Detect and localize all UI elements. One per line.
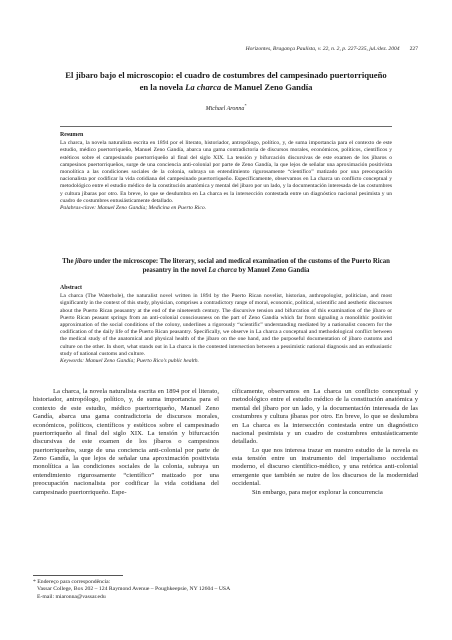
abstract-top-rule <box>60 126 392 127</box>
english-title-italic-2: La charca <box>208 266 237 274</box>
journal-citation: Horizontes, Bragança Paulista, v. 22, n. 2, p. 227-235, jul./dez. 2004 <box>245 46 400 52</box>
title-line-2-pre: en la novela <box>139 81 186 92</box>
abstract-english-keywords: Keywords: Manuel Zeno Gandía; Puerto Rico’s public health. <box>60 358 199 365</box>
english-title <box>60 258 392 275</box>
title-line-1: El jíbaro bajo el microscopio: el cuadro de costumbres del campesinado puertorriqueño <box>65 70 387 80</box>
page-number: 227 <box>409 46 418 52</box>
footnote-label: * Endereço para correspondência: <box>33 579 111 585</box>
footnote-rule <box>33 575 123 576</box>
abstract-english <box>60 285 392 365</box>
abstract-english-heading: Abstract <box>60 285 82 291</box>
english-title-pre: The <box>62 258 76 265</box>
body-column-left <box>33 388 219 497</box>
body-paragraph: La charca, la novela naturalista escrita en 1894 por el literato, historiador, antropólogo, político, y, de suma importancia para el contexto de este estudio, médico puertorriqueño, Manuel Zeno Gandía, abarca una gama contradictoria de discursos morales, económicos, políticos, científicos y estéticos sobre el campesinado puertorriqueño al final del siglo XIX. La tensión y bifurcación discursivas de este examen de los jíbaros o campesinos puertorriqueños, surge de una conciencia anti-colonial por parte de Zeno Gandía, la que lejos de señalar una aproximación positivista monolítica a las condiciones sociales de la colonia, subraya un entendimiento rigurosamente “científico” matizado por una preocupación nacionalista por codificar la vida cotidiana del campesinado puertorriqueño. Espe- <box>33 388 219 496</box>
title-line-2-post: de Manuel Zeno Gandía <box>221 81 313 92</box>
english-title-post: by Manuel Zeno Gandía <box>236 266 310 274</box>
body-column-right <box>232 388 418 497</box>
body-paragraph: cíficamente, observamos en La charca un conflicto conceptual y metodológico entre el estudio médico de la constitución anatómica y mental del jíbaro por un lado, y la documentación interesada de las costumbres y cultura jíbaras por otro. En breve, lo que se deslumbra en La charca es la intersección contestada entre un diagnóstico nacional pesimista y un cuadro de costumbres entusiásticamente detallado. <box>232 388 418 446</box>
footnote-email: E-mail: miaronna@vassar.edu <box>37 593 106 600</box>
body-paragraph: Lo que nos interesa trazar en nuestro estudio de la novela es esta tensión entre un instrumento del imperialismo occidental moderno, el discurso científico-médico, y una retórica anti-colonial emergente que también se nutre de los discursos de la modernidad occidental. <box>232 446 418 488</box>
abstract-spanish <box>60 132 392 212</box>
footnote-address: Vassar College, Box 202 – 124 Raymond Avenue – Poughkeepsie, NY 12604 – USA <box>37 586 231 593</box>
abstract-english-text: La charca (The Waterhole), the naturalist novel written in 1894 by the Puerto Rican novelist, historian, anthropologist, politician, and most significantly in the context of this study, physician, comprises a contradictory range of moral, economic, political, scientific and aesthetic discourses about the Puerto Rican peasantry at the end of the nineteenth century. The discursive tension and bifurcation of this examination of the jíbaro or Puerto Rican peasant springs from an anti-colonial consciousness on the part of Zeno Gandía which far from signaling a monolithic positivist approximation of the social conditions of the colony, underlines a rigorously “scientific” understanding mediated by a nationalist concern for the codification of the daily life of the Puerto Rican peasantry. Specifically, we observe in La charca a conceptual and methodological conflict between the medical study of the anatomical and physical health of the jíbaro on the one hand, and the purposeful documentation of jíbaro customs and culture on the other. In short, what stands out in La charca is the contested intersection between a pessimistic national diagnosis and an enthusiastic study of national customs and culture. <box>60 293 392 357</box>
english-title-italic-1: jíbaro <box>75 258 92 265</box>
footnote <box>33 579 418 601</box>
english-title-mid: under the microscope: The literary, social and medical examination of the customs of the Puerto Rican peasantry in the novel <box>91 258 390 274</box>
author-name: Michael Aronna <box>205 106 245 112</box>
author-line <box>34 103 418 112</box>
title-novel-name: La charca <box>185 81 222 92</box>
body-paragraph: Sin embargo, para mejor explorar la concurrencia <box>252 488 383 496</box>
author-footnote-marker: * <box>244 103 247 108</box>
article-title <box>34 70 418 93</box>
abstract-spanish-text: La charca, la novela naturalista escrita en 1894 por el literato, historiador, antropólogo, político, y, de suma importancia para el contexto de este estudio, médico puertorriqueño, Manuel Zeno Gandía, abarca una gama contradictoria de discursos morales, económicos, políticos, científicos y estéticos sobre el campesinado puertorriqueño al final del siglo XIX. La tensión y bifurcación discursivas de este examen de los jíbaros o campesinos puertorriqueños, surge de una conciencia anti-colonial por parte de Zeno Gandía, la que lejos de señalar una aproximación positivista monolítica a las condiciones sociales de la colonia, subraya un entendimiento rigurosamente “científico” matizado por una preocupación nacionalista por codificar la vida cotidiana del campesinado puertorriqueño. Específicamente, observamos en La charca un conflicto conceptual y metodológico entre el estudio médico de la constitución anatómica y mental del jíbaro por un lado, y la documentación interesada de las costumbres y cultura jíbaras por otro. En breve, lo que se desdumbra en La charca es la intersección contestada entre un diagnóstico nacional pesimista y un cuadro de costumbres entusiásticamente detallado. <box>60 140 392 204</box>
running-header <box>200 46 418 52</box>
abstract-spanish-heading: Resumen <box>60 132 84 138</box>
abstract-spanish-keywords: Palabras-clave: Manuel Zeno Gandía; Medicina en Puerto Rico. <box>60 205 207 212</box>
